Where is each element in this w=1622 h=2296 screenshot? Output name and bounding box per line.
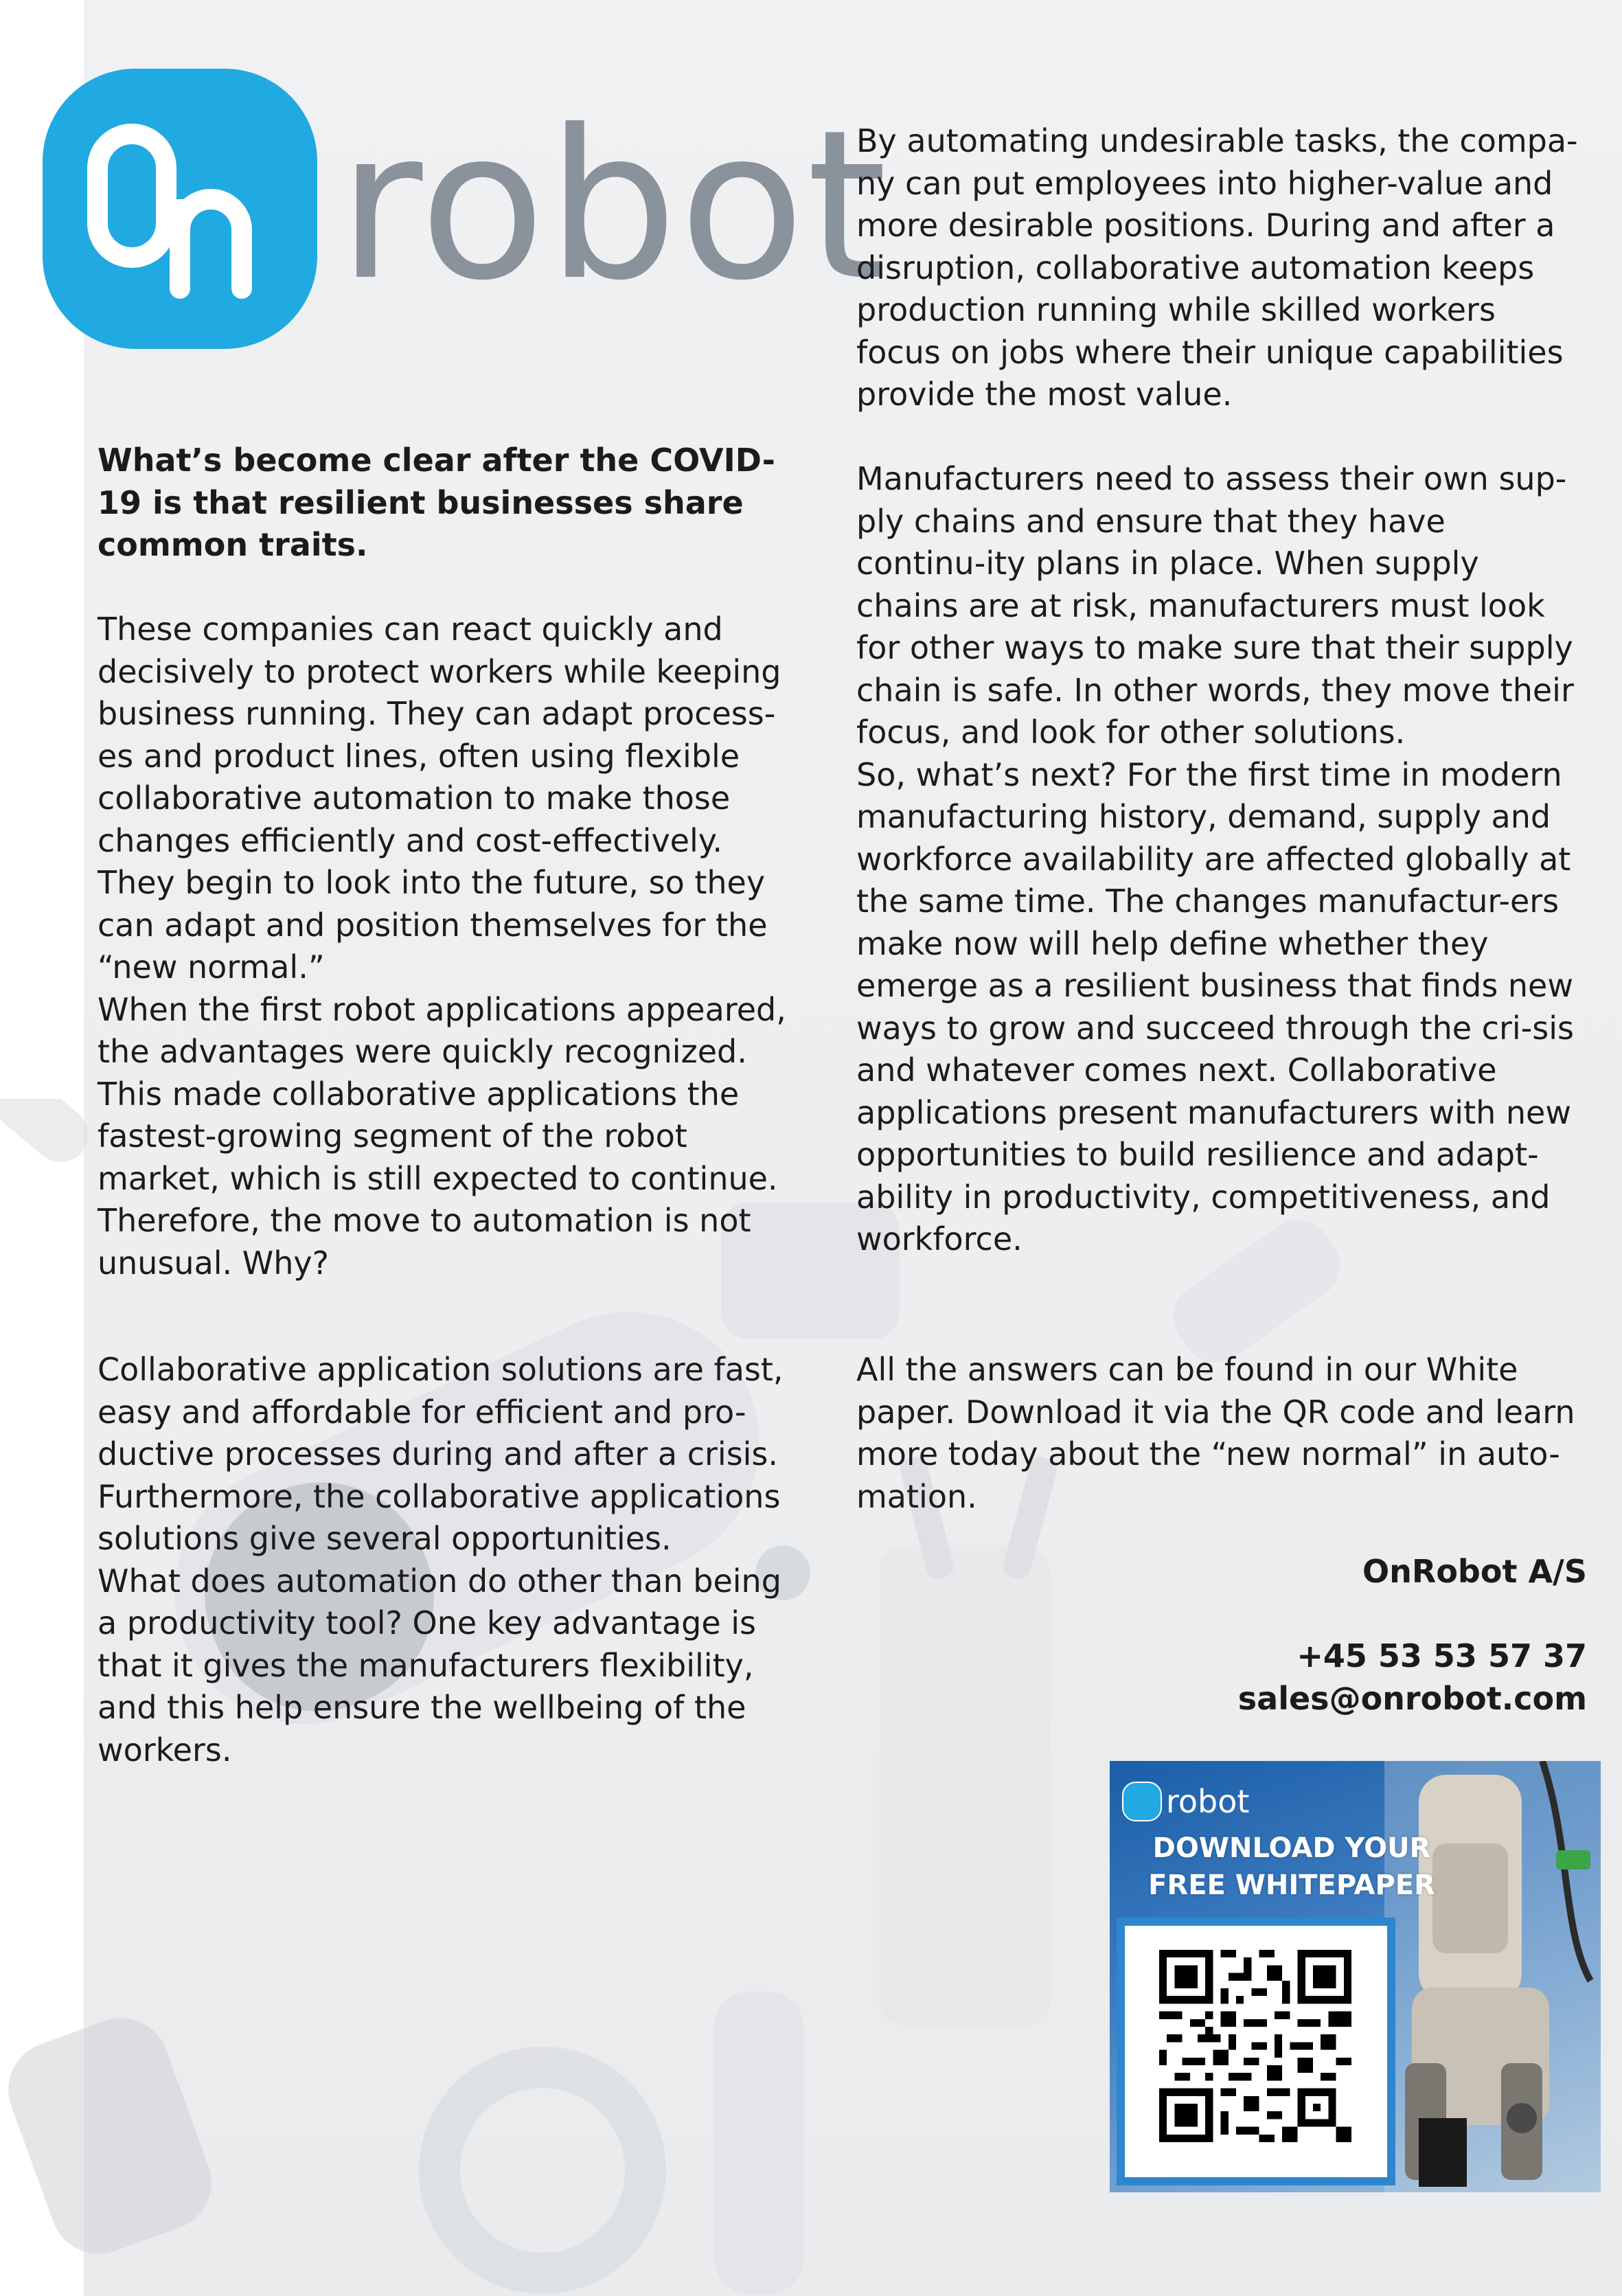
paragraph: So, what’s next? For the first time in modern manufacturing history, demand, supply and workforce availability are affected globally at the same time. The changes manufactur-ers make now will help define whether they emerge as a resilient business that finds new ways to grow and succeed through the cri-sis and whatever comes next. Collaborative applications present manufacturers with new opportunities to build resilience and adapt-ability in productivity, competitiveness, and workforce. xyxy=(856,755,1574,1258)
card-headline xyxy=(1144,1830,1439,1904)
card-logo-badge xyxy=(1122,1782,1162,1821)
card-logo-wordmark: robot xyxy=(1166,1783,1250,1820)
paragraph: All the answers can be found in our White paper. Download it via the QR code and learn more today about the “new normal” in auto-mation. xyxy=(856,1351,1575,1515)
lead-paragraph: What’s become clear after the COVID-19 is that resilient businesses share common traits. xyxy=(98,442,775,563)
left-column-bottom xyxy=(98,1349,798,1771)
logo-wordmark: robot xyxy=(338,86,889,326)
phone-number[interactable]: +45 53 53 57 37 xyxy=(1297,1637,1587,1674)
card-headline-line: DOWNLOAD YOUR xyxy=(1152,1832,1431,1864)
paragraph: These companies can react quickly and decisively to protect workers while keeping business running. They can adapt process-es and product lines, often using flexible collaborative automation to make those changes efficiently and cost-effectively. They begin to look into the future, so they can adapt and position themselves for the “new normal.” xyxy=(98,611,781,986)
logo-on-mark-icon xyxy=(43,69,317,349)
paragraph: When the first robot applications appeared, the advantages were quickly recognized. This made collaborative applications the fastest-growing segment of the robot market, which is still expected to continue. Therefore, the move to automation is not unusual. Why? xyxy=(98,990,786,1282)
right-column-bottom xyxy=(856,1349,1584,1518)
qr-code-frame[interactable] xyxy=(1117,1918,1395,2185)
right-column-top xyxy=(856,120,1584,1261)
paragraph: Manufacturers need to assess their own sup-ply chains and ensure that they have continu-ity plans in place. When supply chains are at risk, manufacturers must look for other ways to make sure that their supply chain is safe. In other words, they move their focus, and look for other solutions. xyxy=(856,460,1574,751)
paragraph: What does automation do other than being a productivity tool? One key advantage is that it gives the manufacturers flexibility, and this help ensure the wellbeing of the workers. xyxy=(98,1562,781,1769)
robot-gripper-photo xyxy=(1384,1761,1601,2192)
card-headline-line: FREE WHITEPAPER xyxy=(1148,1869,1435,1901)
qr-code-icon[interactable] xyxy=(1159,1950,1351,2142)
email-address[interactable]: sales@onrobot.com xyxy=(1237,1679,1587,1717)
onrobot-logo xyxy=(43,69,889,357)
left-column-top xyxy=(98,440,798,1284)
contact-block xyxy=(1038,1551,1587,1720)
company-name: OnRobot A/S xyxy=(1362,1553,1587,1590)
paragraph: By automating undesirable tasks, the compa-ny can put employees into higher-value and more desirable positions. During and after a disruption, collaborative automation keeps production running while skilled workers focus on jobs where their unique capabilities provide the most value. xyxy=(856,122,1578,413)
qr-code-panel xyxy=(1125,1926,1387,2177)
whitepaper-download-card[interactable] xyxy=(1110,1761,1601,2192)
paragraph: Collaborative application solutions are fast, easy and affordable for efficient and pro-ductive processes during and after a crisis. Furthermore, the collaborative applications solutions give several opportunities. xyxy=(98,1351,784,1557)
